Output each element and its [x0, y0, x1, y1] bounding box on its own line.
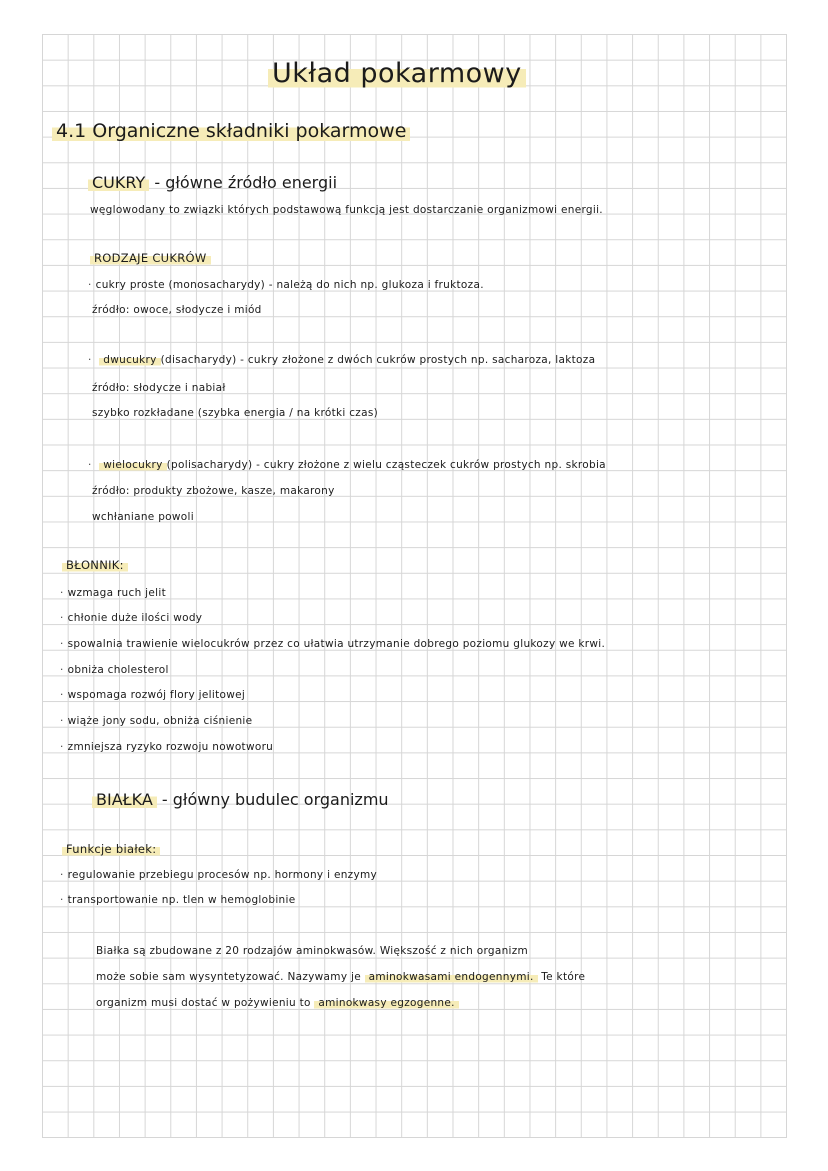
bialka-subtitle: - główny budulec organizmu — [161, 790, 389, 809]
wielocukry-source: źródło: produkty zbożowe, kasze, makarony — [92, 485, 335, 497]
functions-heading — [62, 844, 160, 856]
wielocukry-desc: (polisacharydy) - cukry złożone z wielu cząsteczek cukrów prostych np. skrobia — [166, 459, 606, 471]
blonnik-item: · chłonie duże ilości wody — [60, 613, 202, 624]
blonnik-item: · wspomaga rozwój flory jelitowej — [60, 690, 245, 701]
blonnik-item: · obniża cholesterol — [60, 665, 169, 676]
function-item: · transportowanie np. tlen w hemoglobinie — [60, 895, 295, 906]
cukry-definition: węglowodany to związki których podstawową funkcją jest dostarczanie organizmowi energii. — [90, 204, 603, 216]
section-heading-text: 4.1 Organiczne składniki pokarmowe — [52, 120, 410, 142]
blonnik-item: · wzmaga ruch jelit — [60, 588, 166, 599]
blonnik-heading — [62, 560, 128, 572]
blonnik-item: · zmniejsza ryzyko rozwoju nowotworu — [60, 742, 273, 753]
page-title — [268, 60, 526, 87]
wielocukry-note: wchłaniane powoli — [92, 511, 194, 523]
proste-line1: · cukry proste (monosacharydy) - należą do nich np. glukoza i fruktoza. — [88, 280, 484, 291]
dwucukry-desc: (disacharydy) - cukry złożone z dwóch cukrów prostych np. sacharoza, laktoza — [160, 354, 596, 366]
highlight-endogenous: aminokwasami endogennymi. — [365, 971, 538, 983]
proste-source: źródło: owoce, słodycze i miód — [92, 304, 262, 316]
blonnik-item: · wiąże jony sodu, obniża ciśnienie — [60, 716, 252, 727]
blonnik-item: · spowalnia trawienie wielocukrów przez co ułatwia utrzymanie dobrego poziomu glukozy we krwi. — [60, 639, 605, 650]
types-heading-text: RODZAJE CUKRÓW — [90, 251, 211, 265]
wielocukry-term: wielocukry — [99, 459, 166, 471]
para-text: organizm musi dostać w pożywieniu to — [96, 997, 311, 1009]
cukry-heading — [88, 175, 337, 191]
cukry-label: CUKRY — [88, 173, 149, 192]
para-text: może sobie sam wysyntetyzować. Nazywamy je — [96, 971, 361, 983]
blonnik-heading-text: BŁONNIK: — [62, 558, 128, 572]
types-heading — [90, 253, 211, 265]
page-title-text: Układ pokarmowy — [268, 58, 526, 89]
section-heading — [52, 122, 410, 141]
dwucukry-note: szybko rozkładane (szybka energia / na krótki czas) — [92, 407, 379, 419]
dwucukry-term: dwucukry — [99, 354, 160, 366]
highlight-exogenous: aminokwasy egzogenne. — [314, 997, 458, 1009]
function-item: · regulowanie przebiegu procesów np. hormony i enzymy — [60, 870, 377, 881]
bialka-para-line1: Białka są zbudowane z 20 rodzajów aminokwasów. Większość z nich organizm — [96, 945, 529, 957]
bialka-heading — [92, 792, 389, 808]
wielocukry-line1 — [88, 460, 606, 471]
cukry-subtitle: - główne źródło energii — [154, 173, 338, 192]
bialka-para-line2 — [96, 972, 585, 983]
bialka-para-line3 — [96, 998, 459, 1009]
para-text: Te które — [541, 971, 586, 983]
bialka-label: BIAŁKA — [92, 790, 157, 809]
functions-heading-text: Funkcje białek: — [62, 842, 160, 856]
dwucukry-line1 — [88, 355, 595, 366]
dwucukry-source: źródło: słodycze i nabiał — [92, 382, 226, 394]
